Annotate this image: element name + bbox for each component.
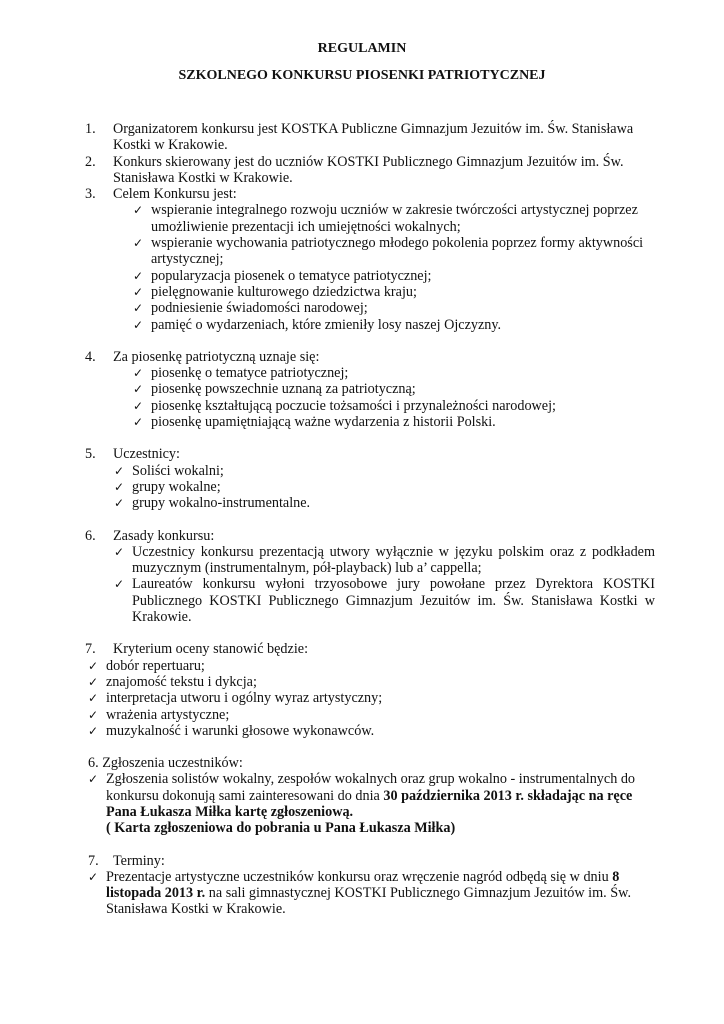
registration-form-note: ( Karta zgłoszeniowa do pobrania u Pana Łukasza Miłka) [106, 820, 456, 837]
check-icon: ✓ [114, 463, 125, 478]
list-item: ✓ wrażenia artystyczne; [88, 706, 230, 723]
check-icon: ✓ [88, 869, 99, 884]
event-date: 8 listopada 2013 r. [106, 868, 620, 902]
check-icon: ✓ [88, 707, 99, 722]
section-1 [85, 121, 655, 154]
check-icon: ✓ [114, 479, 125, 494]
section-3 [85, 186, 655, 202]
section-text: Za piosenkę patriotyczną uznaje się: [113, 348, 320, 365]
section-number: 6. [85, 527, 96, 544]
list-item: ✓ Soliści wokalni; [114, 462, 224, 479]
check-icon: ✓ [133, 317, 144, 332]
check-icon: ✓ [88, 658, 99, 673]
check-icon: ✓ [114, 577, 125, 592]
check-icon: ✓ [133, 268, 144, 283]
list-item: ✓ podniesienie świadomości narodowej; [133, 300, 368, 317]
list-item: ✓ piosenkę upamiętniającą ważne wydarzenia z historii Polski. [133, 414, 496, 431]
section-9-list [88, 869, 655, 918]
section-text: Organizatorem konkursu jest KOSTKA Publiczne Gimnazjum Jezuitów im. Św. Stanisława Kostki w Krakowie. [113, 121, 634, 154]
event-location: na sali gimnastycznej KOSTKI Publicznego Gimnazjum Jezuitów im. Św. Stanisława Kostki w Krakowie. [106, 885, 632, 918]
regulations-body [85, 121, 655, 918]
section-4 [85, 349, 655, 365]
section-number: 2. [85, 153, 96, 170]
section-number: 4. [85, 348, 96, 365]
check-icon: ✓ [133, 382, 144, 397]
document-subtitle: SZKOLNEGO KONKURSU PIOSENKI PATRIOTYCZNEJ [178, 68, 546, 83]
list-item: ✓ piosenkę powszechnie uznaną za patriotyczną; [133, 381, 416, 398]
list-item: ✓ piosenkę kształtującą poczucie tożsamości i przynależności narodowej; [133, 397, 556, 414]
check-icon: ✓ [88, 723, 99, 738]
list-item: ✓ znajomość tekstu i dykcja; [88, 673, 257, 690]
section-text: Celem Konkursu jest: [113, 186, 237, 203]
section-9 [88, 853, 655, 869]
section-text: Uczestnicy: [113, 446, 180, 463]
check-icon: ✓ [133, 398, 144, 413]
section-text: Terminy: [113, 852, 165, 869]
section-7 [85, 641, 655, 657]
section-3-list [133, 202, 655, 332]
section-text: Zasady konkursu: [113, 527, 215, 544]
section-5 [85, 446, 655, 462]
check-icon: ✓ [133, 366, 144, 381]
section-2 [85, 154, 655, 187]
list-item: ✓ dobór repertuaru; [88, 657, 205, 674]
check-icon: ✓ [133, 236, 144, 251]
list-item: ✓ pielęgnowanie kulturowego dziedzictwa kraju; [133, 283, 417, 300]
section-8-header: 6. Zgłoszenia uczestników: [88, 755, 243, 772]
list-item: ✓ wspieranie integralnego rozwoju uczniów w zakresie twórczości artystycznej poprzez umożliwienie prezentacji ich umiejętności wokalnych; [133, 202, 638, 235]
list-item: ✓ grupy wokalne; [114, 478, 221, 495]
section-text: Kryterium oceny stanowić będzie: [113, 641, 309, 658]
check-icon: ✓ [88, 691, 99, 706]
check-icon: ✓ [114, 496, 125, 511]
list-item: ✓ popularyzacja piosenek o tematyce patriotycznej; [133, 267, 432, 284]
list-item [88, 869, 655, 918]
section-8-list [88, 771, 655, 836]
section-number: 5. [85, 446, 96, 463]
check-icon: ✓ [133, 284, 144, 299]
section-4-list [133, 365, 655, 430]
list-item: ✓ Uczestnicy konkursu prezentacją utwory wyłącznie w języku polskim oraz z podkładem muzycznym (instrumentalnym, pół-playback) lub a’ cappella; [114, 543, 655, 577]
section-6-list [114, 544, 655, 625]
registration-deadline: 30 października 2013 r. składając na ręce Pana Łukasza Miłka kartę zgłoszeniową. [106, 787, 633, 820]
list-item: ✓ pamięć o wydarzeniach, które zmieniły losy naszej Ojczyzny. [133, 316, 502, 333]
list-item: ✓ interpretacja utworu i ogólny wyraz artystyczny; [88, 690, 383, 707]
check-icon: ✓ [114, 544, 125, 559]
list-item: ✓ grupy wokalno-instrumentalne. [114, 495, 311, 512]
check-icon: ✓ [133, 415, 144, 430]
event-text: Prezentacje artystyczne uczestników konkursu oraz wręczenie nagród odbędą się w dniu [106, 868, 613, 885]
registration-text: Zgłoszenia solistów wokalny, zespołów wokalnych oraz grup wokalno - instrumentalnych do konkursu dokonują sami zainteresowani do dnia [106, 771, 636, 804]
document-title: REGULAMIN [317, 41, 407, 56]
list-item [88, 771, 655, 836]
section-5-list [114, 463, 655, 512]
section-number: 7. [85, 641, 96, 658]
list-item: ✓ muzykalność i warunki głosowe wykonawców. [88, 722, 375, 739]
list-item: ✓ piosenkę o tematyce patriotycznej; [133, 365, 349, 382]
section-6 [85, 528, 655, 544]
section-7-list [88, 658, 655, 739]
check-icon: ✓ [133, 301, 144, 316]
list-item: ✓ Laureatów konkursu wyłoni trzyosobowe jury powołane przez Dyrektora KOSTKI Publicznego KOSTKI Publicznego Gimnazjum Jezuitów im. Św. Stanisława Kostki w Krakowie. [114, 576, 655, 626]
section-number: 7. [88, 852, 99, 869]
check-icon: ✓ [88, 674, 99, 689]
section-number: 3. [85, 186, 96, 203]
list-item: ✓ wspieranie wychowania patriotycznego młodego pokolenia poprzez formy aktywności artystycznej; [133, 235, 644, 268]
section-number: 1. [85, 121, 96, 137]
section-text: Konkurs skierowany jest do uczniów KOSTKI Publicznego Gimnazjum Jezuitów im. Św. Stanisława Kostki w Krakowie. [113, 153, 624, 186]
check-icon: ✓ [133, 203, 144, 218]
check-icon: ✓ [88, 772, 99, 787]
